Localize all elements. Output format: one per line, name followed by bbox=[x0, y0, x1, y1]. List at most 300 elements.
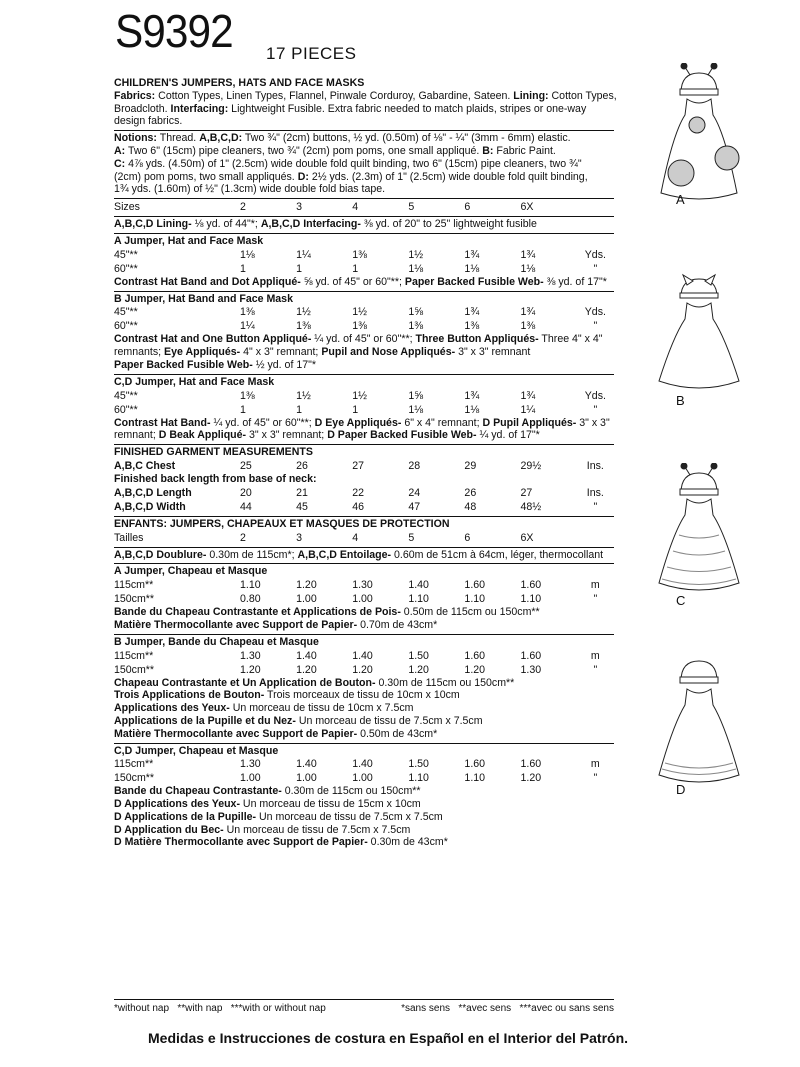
view-cd-fr-note bbox=[114, 836, 614, 849]
view-cd-fr-note bbox=[114, 824, 614, 837]
row-label: 150cm** bbox=[114, 663, 155, 676]
label-text: Un morceau de tissu de 7.5cm x 7.5cm bbox=[256, 810, 443, 823]
view-c-sketch bbox=[645, 463, 755, 603]
row-label: 150cm** bbox=[114, 593, 155, 606]
label-text: 0.30m de 115cm ou 150cm** bbox=[375, 676, 515, 689]
row-value: 1¼ bbox=[520, 403, 536, 416]
label-text: Trois morceaux de tissu de 10cm x 10cm bbox=[264, 689, 460, 702]
row-unit: " bbox=[593, 593, 598, 606]
lining-line bbox=[114, 218, 614, 231]
width-row bbox=[114, 500, 614, 514]
label-text: Cotton Types, Linen Types, Flannel, Pinwale Corduroy, Gabardine, Sateen. bbox=[155, 89, 514, 102]
row-unit: " bbox=[593, 320, 598, 333]
row-unit: " bbox=[593, 403, 598, 416]
row-label: 60"** bbox=[114, 262, 138, 275]
row-label: A,B,C Chest bbox=[114, 459, 176, 472]
row-unit: Yds. bbox=[584, 306, 606, 319]
row-value: 1.10 bbox=[408, 772, 429, 785]
view-a-en-row bbox=[114, 262, 614, 276]
row-value: 1⅜ bbox=[296, 320, 311, 333]
label-bold: A,B,C,D: bbox=[199, 132, 243, 145]
row-value: 3 bbox=[296, 531, 302, 544]
row-value: 2 bbox=[239, 201, 246, 214]
row-value: 1¼ bbox=[296, 248, 311, 261]
label-text: Un morceau de tissu de 7.5cm x 7.5cm bbox=[295, 714, 483, 727]
label-bold: A,B,C,D Lining- bbox=[114, 218, 192, 231]
row-value: 1⅛ bbox=[408, 403, 424, 416]
label-text: 4⅞ yds. (4.50m) of 1" (2.5cm) wide double fold quilt binding, two 6" (15cm) pipe cleaners, two ¾" bbox=[125, 157, 582, 170]
view-a-sketch bbox=[645, 63, 755, 213]
label-bold: A,B,C,D Entoilage- bbox=[297, 548, 392, 561]
spanish-instructions-note: Medidas e Instrucciones de costura en Español en el Interior del Patrón. bbox=[148, 1030, 629, 1046]
label-bold: A: bbox=[114, 144, 126, 157]
label-text: (2cm) pom poms, two small appliqués. bbox=[114, 170, 298, 183]
row-value: 3 bbox=[296, 201, 302, 214]
doublure-line bbox=[114, 549, 614, 562]
view-b-sketch bbox=[645, 271, 755, 401]
row-value: 1.40 bbox=[408, 579, 429, 592]
view-b-fr-row bbox=[114, 649, 614, 663]
back-length-title: Finished back length from base of neck: bbox=[114, 472, 317, 485]
label-bold: Bande du Chapeau Contrastante- bbox=[114, 785, 282, 798]
row-value: 45 bbox=[296, 500, 308, 513]
view-cd-fr-note bbox=[114, 785, 614, 798]
label-bold: B: bbox=[482, 144, 494, 157]
view-cd-fr-row bbox=[114, 771, 614, 785]
label-text: 0.70m de 43cm* bbox=[357, 618, 438, 631]
row-label: Tailles bbox=[114, 531, 144, 544]
label-bold: D Applications de la Pupille- bbox=[114, 810, 257, 823]
view-cd-en-note bbox=[114, 429, 614, 442]
row-value: 26 bbox=[464, 486, 477, 499]
label-text: 2½ yds. (2.3m) of 1" (2.5cm) wide double fold quilt binding, bbox=[308, 170, 588, 183]
view-b-en-row bbox=[114, 319, 614, 333]
row-value: 1.20 bbox=[464, 663, 486, 676]
row-value: 20 bbox=[239, 486, 252, 499]
label-bold: Chapeau Contrastante et Un Application de Bouton- bbox=[114, 676, 376, 689]
label-bold: D Application du Bec- bbox=[114, 823, 224, 836]
label-bold: Contrast Hat Band- bbox=[114, 416, 211, 429]
row-value: 1.20 bbox=[296, 663, 317, 676]
row-value: 1½ bbox=[296, 306, 311, 319]
label-text: ¼ yd. of 17"* bbox=[476, 429, 540, 442]
row-value: 46 bbox=[352, 500, 364, 513]
label-bold: Paper Backed Fusible Web- bbox=[114, 358, 253, 371]
yardage-chart bbox=[114, 77, 617, 849]
label-bold: A,B,C,D Interfacing- bbox=[260, 218, 361, 231]
row-value: 47 bbox=[408, 500, 421, 513]
row-value: 25 bbox=[239, 459, 252, 472]
row-unit: " bbox=[593, 262, 598, 275]
row-value: 1.20 bbox=[239, 663, 261, 676]
row-value: 26 bbox=[296, 459, 308, 472]
view-a-fr-title: A Jumper, Chapeau et Masque bbox=[114, 565, 268, 578]
notions-line bbox=[114, 132, 614, 145]
row-value: 1 bbox=[352, 403, 359, 416]
row-unit bbox=[577, 200, 614, 214]
label-bold: Pupil and Nose Appliqués- bbox=[321, 346, 456, 359]
row-value: 1.10 bbox=[520, 593, 542, 606]
view-a-label: A bbox=[676, 192, 685, 207]
row-label: 45"** bbox=[114, 389, 138, 402]
label-text: ⅜ yd. of 17"* bbox=[543, 275, 607, 288]
row-unit: " bbox=[593, 500, 598, 513]
view-b-en-note bbox=[114, 359, 614, 372]
tailles-row bbox=[114, 531, 614, 545]
row-value: 1¾ bbox=[464, 389, 480, 402]
label-text: Two ¾" (2cm) buttons, ½ yd. (0.50m) of ⅛" - ¼" (3mm - 6mm) elastic. bbox=[242, 132, 571, 145]
view-cd-fr-row bbox=[114, 757, 614, 771]
row-value: 1⅜ bbox=[352, 320, 367, 333]
row-value: 22 bbox=[352, 486, 364, 499]
fabrics-line bbox=[114, 103, 614, 116]
label-text: Cotton Types, bbox=[548, 89, 617, 102]
label-bold: D Beak Appliqué- bbox=[158, 429, 247, 442]
row-value: 1½ bbox=[352, 389, 367, 402]
divider bbox=[114, 374, 614, 375]
row-value: 1⅜ bbox=[464, 320, 480, 333]
row-value: 24 bbox=[408, 486, 421, 499]
fabrics-line bbox=[114, 89, 617, 103]
label-bold: D: bbox=[297, 170, 309, 183]
row-value: 1.30 bbox=[239, 649, 261, 662]
view-a-fr-row bbox=[114, 592, 614, 606]
divider bbox=[114, 444, 614, 445]
row-value: 1¾ bbox=[520, 306, 536, 319]
row-label: 45"** bbox=[114, 306, 138, 319]
label-bold: D Eye Appliqués- bbox=[314, 416, 402, 429]
label-text: remnant; bbox=[114, 429, 159, 442]
label-text: 3" x 3" remnant bbox=[455, 346, 531, 359]
row-value: 1.50 bbox=[408, 758, 429, 771]
view-cd-en-note bbox=[114, 417, 614, 430]
row-value: 1¾ bbox=[520, 389, 536, 402]
row-value: 1¾ bbox=[464, 306, 480, 319]
row-value: 1.30 bbox=[239, 758, 261, 771]
row-value: 1.10 bbox=[239, 579, 261, 592]
row-value: 1 bbox=[352, 262, 359, 275]
row-value: 1.60 bbox=[464, 758, 486, 771]
row-value: 1.10 bbox=[408, 593, 429, 606]
row-value: 27 bbox=[352, 459, 364, 472]
row-value: 1¾ bbox=[520, 248, 536, 261]
divider bbox=[114, 233, 614, 234]
row-label: 150cm** bbox=[114, 772, 155, 785]
row-value: 1¼ bbox=[239, 320, 255, 333]
label-bold: C: bbox=[114, 157, 126, 170]
view-b-en-note bbox=[114, 346, 614, 359]
row-value: 1⅝ bbox=[408, 306, 424, 319]
row-value: 27 bbox=[520, 486, 533, 499]
row-value: 1.40 bbox=[352, 758, 373, 771]
notions-line bbox=[114, 183, 614, 196]
footnote-divider bbox=[114, 999, 614, 1000]
view-d-label: D bbox=[676, 782, 686, 797]
row-value: 1.00 bbox=[239, 772, 261, 785]
row-label: A,B,C,D Length bbox=[114, 486, 192, 499]
view-b-en-title: B Jumper, Hat Band and Face Mask bbox=[114, 292, 293, 305]
sizes-row bbox=[114, 200, 614, 214]
view-b-fr-note bbox=[114, 715, 614, 728]
view-cd-en-row bbox=[114, 389, 614, 403]
row-value: 1 bbox=[239, 403, 246, 416]
row-value: 1.20 bbox=[520, 772, 542, 785]
row-value: 1⅜ bbox=[520, 320, 536, 333]
row-value: 1⅛ bbox=[520, 262, 536, 275]
row-value: 48½ bbox=[520, 500, 542, 513]
row-value: 1⅛ bbox=[239, 248, 255, 261]
notions-line bbox=[114, 145, 614, 158]
row-value: 0.80 bbox=[239, 593, 261, 606]
label-text: 6" x 4" remnant; bbox=[401, 416, 483, 429]
notions-line bbox=[114, 171, 614, 184]
row-value: 1⅜ bbox=[352, 248, 367, 261]
view-cd-en-row bbox=[114, 403, 614, 417]
label-text: 0.30m de 43cm* bbox=[367, 836, 448, 849]
view-a-fr-note bbox=[114, 606, 614, 619]
row-value: 1.40 bbox=[352, 649, 373, 662]
label-bold: Applications des Yeux- bbox=[114, 702, 230, 715]
label-text: Un morceau de tissu de 15cm x 10cm bbox=[239, 798, 421, 811]
view-b-fr-title: B Jumper, Bande du Chapeau et Masque bbox=[114, 635, 319, 648]
label-bold: D Matière Thermocollante avec Support de Papier- bbox=[114, 836, 368, 849]
label-text: remnants; bbox=[114, 346, 165, 359]
label-bold: D Paper Backed Fusible Web- bbox=[327, 429, 477, 442]
row-value: 1.20 bbox=[296, 579, 317, 592]
view-d-sketch bbox=[645, 655, 755, 795]
label-text: ⅜ yd. of 20" to 25" lightweight fusible bbox=[360, 218, 537, 231]
label-text: ½ yd. of 17"* bbox=[252, 358, 316, 371]
label-bold: Eye Appliqués- bbox=[164, 346, 241, 359]
divider bbox=[114, 291, 614, 292]
row-value: 6 bbox=[464, 531, 471, 544]
row-value: 1.60 bbox=[464, 649, 486, 662]
divider bbox=[114, 634, 614, 635]
label-text: Two 6" (15cm) pipe cleaners, two ¾" (2cm) pom poms, one small appliqué. bbox=[125, 144, 483, 157]
label-bold: A,B,C,D Doublure- bbox=[114, 548, 207, 561]
pieces-count: 17 PIECES bbox=[266, 44, 357, 63]
view-cd-fr-note bbox=[114, 811, 614, 824]
pattern-code: S9392 bbox=[115, 5, 233, 57]
row-value: 1.60 bbox=[464, 579, 486, 592]
label-bold: Contrast Hat and One Button Appliqué- bbox=[114, 333, 312, 346]
view-a-en-note bbox=[114, 276, 614, 289]
row-value: 2 bbox=[239, 531, 246, 544]
view-b-fr-note bbox=[114, 689, 614, 702]
view-b-label: B bbox=[676, 393, 685, 408]
row-value: 1.00 bbox=[352, 772, 373, 785]
chest-row bbox=[114, 459, 614, 473]
label-bold: Interfacing: bbox=[170, 102, 229, 115]
label-text: 4" x 3" remnant; bbox=[240, 346, 322, 359]
label-text: Broadcloth. bbox=[114, 102, 171, 115]
title-english: CHILDREN'S JUMPERS, HATS AND FACE MASKS bbox=[114, 77, 365, 89]
row-value: 29 bbox=[464, 459, 477, 472]
view-a-fr-note bbox=[114, 619, 614, 632]
label-text: Three 4" x 4" bbox=[538, 333, 603, 346]
label-bold: D Pupil Appliqués- bbox=[482, 416, 577, 429]
label-text: Thread. bbox=[156, 132, 200, 145]
divider bbox=[114, 563, 614, 564]
row-value: 1.60 bbox=[520, 579, 542, 592]
row-unit: m bbox=[590, 649, 600, 662]
row-value: 6X bbox=[520, 531, 534, 544]
divider bbox=[114, 216, 614, 217]
label-bold: D Applications des Yeux- bbox=[114, 798, 240, 811]
view-a-fr-row bbox=[114, 578, 614, 592]
row-value: 1.30 bbox=[352, 579, 373, 592]
row-label: 115cm** bbox=[114, 579, 154, 592]
label-text: Fabric Paint. bbox=[493, 144, 556, 157]
label-bold: Paper Backed Fusible Web- bbox=[404, 275, 544, 288]
row-unit: " bbox=[593, 663, 598, 676]
row-value: 1.60 bbox=[520, 649, 542, 662]
label-bold: Trois Applications de Bouton- bbox=[114, 689, 265, 702]
divider bbox=[114, 547, 614, 548]
row-value: 44 bbox=[239, 500, 252, 513]
label-text: 3" x 3" remnant; bbox=[246, 429, 328, 442]
view-cd-fr-title: C,D Jumper, Chapeau et Masque bbox=[114, 744, 279, 757]
row-value: 29½ bbox=[520, 459, 542, 472]
row-value: 1½ bbox=[352, 306, 367, 319]
footnotes-french: *sans sens **avec sens ***avec ou sans sens bbox=[401, 1003, 614, 1014]
row-value: 21 bbox=[296, 486, 308, 499]
label-bold: Bande du Chapeau Contrastante et Applications de Pois- bbox=[114, 606, 401, 619]
notions-line bbox=[114, 158, 614, 171]
label-text: 0.50m de 115cm ou 150cm** bbox=[400, 606, 540, 619]
row-label: 45"** bbox=[114, 248, 138, 261]
row-value: 5 bbox=[408, 531, 415, 544]
divider bbox=[114, 516, 614, 517]
row-label: 115cm** bbox=[114, 649, 154, 662]
row-value: 1⅜ bbox=[408, 320, 424, 333]
row-value: 1.10 bbox=[464, 772, 486, 785]
view-b-fr-note bbox=[114, 728, 614, 741]
label-text: 0.50m de 43cm* bbox=[357, 727, 438, 740]
view-b-fr-note bbox=[114, 702, 614, 715]
row-value: 1 bbox=[239, 262, 246, 275]
label-text: Un morceau de tissu de 7.5cm x 7.5cm bbox=[223, 823, 411, 836]
row-value: 1½ bbox=[408, 248, 424, 261]
row-value: 1.00 bbox=[352, 593, 373, 606]
label-bold: Matière Thermocollante avec Support de Papier- bbox=[114, 618, 358, 631]
label-text: 1¾ yds. (1.60m) of ½" (1.3cm) wide double fold bias tape. bbox=[114, 183, 386, 196]
divider bbox=[114, 130, 614, 131]
row-unit bbox=[577, 531, 614, 545]
row-unit: Yds. bbox=[584, 248, 606, 261]
view-cd-fr-note bbox=[114, 798, 614, 811]
divider bbox=[114, 743, 614, 744]
label-text: ⅛ yd. of 44"*; bbox=[191, 218, 261, 231]
row-value: 1⅛ bbox=[464, 403, 480, 416]
row-value: 48 bbox=[464, 500, 477, 513]
row-value: 1.50 bbox=[408, 649, 429, 662]
row-value: 1.40 bbox=[296, 649, 317, 662]
label-text: Lightweight Fusible. Extra fabric needed to match plaids, stripes or one-way bbox=[228, 102, 587, 115]
view-b-en-note bbox=[114, 333, 614, 346]
row-value: 1.00 bbox=[296, 772, 317, 785]
row-unit: Ins. bbox=[586, 459, 604, 472]
fabrics-line bbox=[114, 115, 614, 128]
row-unit: m bbox=[590, 758, 600, 771]
label-bold: Matière Thermocollante avec Support de Papier- bbox=[114, 727, 358, 740]
row-value: 28 bbox=[408, 459, 421, 472]
row-value: 1.00 bbox=[296, 593, 317, 606]
row-label: 60"** bbox=[114, 403, 138, 416]
row-value: 1⅛ bbox=[408, 262, 424, 275]
label-bold: Three Button Appliqués- bbox=[415, 333, 539, 346]
footnotes-english: *without nap **with nap ***with or without nap bbox=[114, 1003, 326, 1014]
row-unit: Ins. bbox=[586, 486, 604, 499]
label-text: 0.60m de 51cm à 64cm, léger, thermocollant bbox=[391, 548, 604, 561]
label-bold: Contrast Hat Band and Dot Appliqué- bbox=[114, 275, 301, 288]
view-a-en-row bbox=[114, 248, 614, 262]
row-value: 1.30 bbox=[520, 663, 542, 676]
row-value: 1¾ bbox=[464, 248, 480, 261]
row-value: 1.10 bbox=[464, 593, 486, 606]
view-b-fr-note bbox=[114, 677, 614, 690]
label-text: Un morceau de tissu de 10cm x 7.5cm bbox=[229, 702, 414, 715]
header bbox=[115, 5, 243, 57]
row-value: 1 bbox=[296, 403, 302, 416]
row-label: 115cm** bbox=[114, 758, 154, 771]
label-bold: Notions: bbox=[114, 132, 157, 145]
label-bold: Lining: bbox=[513, 89, 549, 102]
label-text: 0.30m de 115cm ou 150cm** bbox=[281, 785, 421, 798]
row-value: 1 bbox=[296, 262, 302, 275]
row-label: 60"** bbox=[114, 320, 138, 333]
row-value: 6 bbox=[464, 201, 471, 214]
label-text: 0.30m de 115cm*; bbox=[206, 548, 298, 561]
row-value: 1⅛ bbox=[464, 262, 480, 275]
row-value: 1.20 bbox=[408, 663, 429, 676]
length-row bbox=[114, 486, 614, 500]
view-a-en-title: A Jumper, Hat and Face Mask bbox=[114, 234, 264, 247]
label-text: design fabrics. bbox=[114, 115, 183, 128]
view-cd-en-title: C,D Jumper, Hat and Face Mask bbox=[114, 375, 275, 388]
label-text: ¼ yd. of 45" or 60"**; bbox=[210, 416, 315, 429]
view-c-label: C bbox=[676, 593, 686, 608]
row-value: 5 bbox=[408, 201, 415, 214]
view-b-fr-row bbox=[114, 663, 614, 677]
row-label: A,B,C,D Width bbox=[114, 500, 186, 513]
finished-title: FINISHED GARMENT MEASUREMENTS bbox=[114, 446, 313, 459]
row-value: 1⅝ bbox=[408, 389, 424, 402]
label-text: ⅝ yd. of 45" or 60"**; bbox=[300, 275, 405, 288]
row-value: 1⅜ bbox=[239, 306, 255, 319]
row-value: 1.20 bbox=[352, 663, 373, 676]
label-bold: Applications de la Pupille et du Nez- bbox=[114, 714, 296, 727]
row-value: 1.40 bbox=[296, 758, 317, 771]
row-value: 6X bbox=[520, 201, 534, 214]
row-value: 1.60 bbox=[520, 758, 542, 771]
row-value: 1½ bbox=[296, 389, 311, 402]
row-value: 4 bbox=[352, 201, 359, 214]
title-french: ENFANTS: JUMPERS, CHAPEAUX ET MASQUES DE PROTECTION bbox=[114, 517, 450, 530]
label-text: 3" x 3" bbox=[576, 416, 610, 429]
label-text: ¼ yd. of 45" or 60"**; bbox=[311, 333, 416, 346]
row-unit: Yds. bbox=[584, 389, 606, 402]
view-b-en-row bbox=[114, 305, 614, 319]
label-bold: Fabrics: bbox=[114, 89, 156, 102]
row-label: Sizes bbox=[114, 201, 140, 214]
row-value: 1⅜ bbox=[239, 389, 255, 402]
row-unit: " bbox=[593, 772, 598, 785]
footnotes bbox=[114, 1003, 614, 1014]
row-unit: m bbox=[590, 579, 600, 592]
row-value: 4 bbox=[352, 531, 359, 544]
divider bbox=[114, 198, 614, 199]
